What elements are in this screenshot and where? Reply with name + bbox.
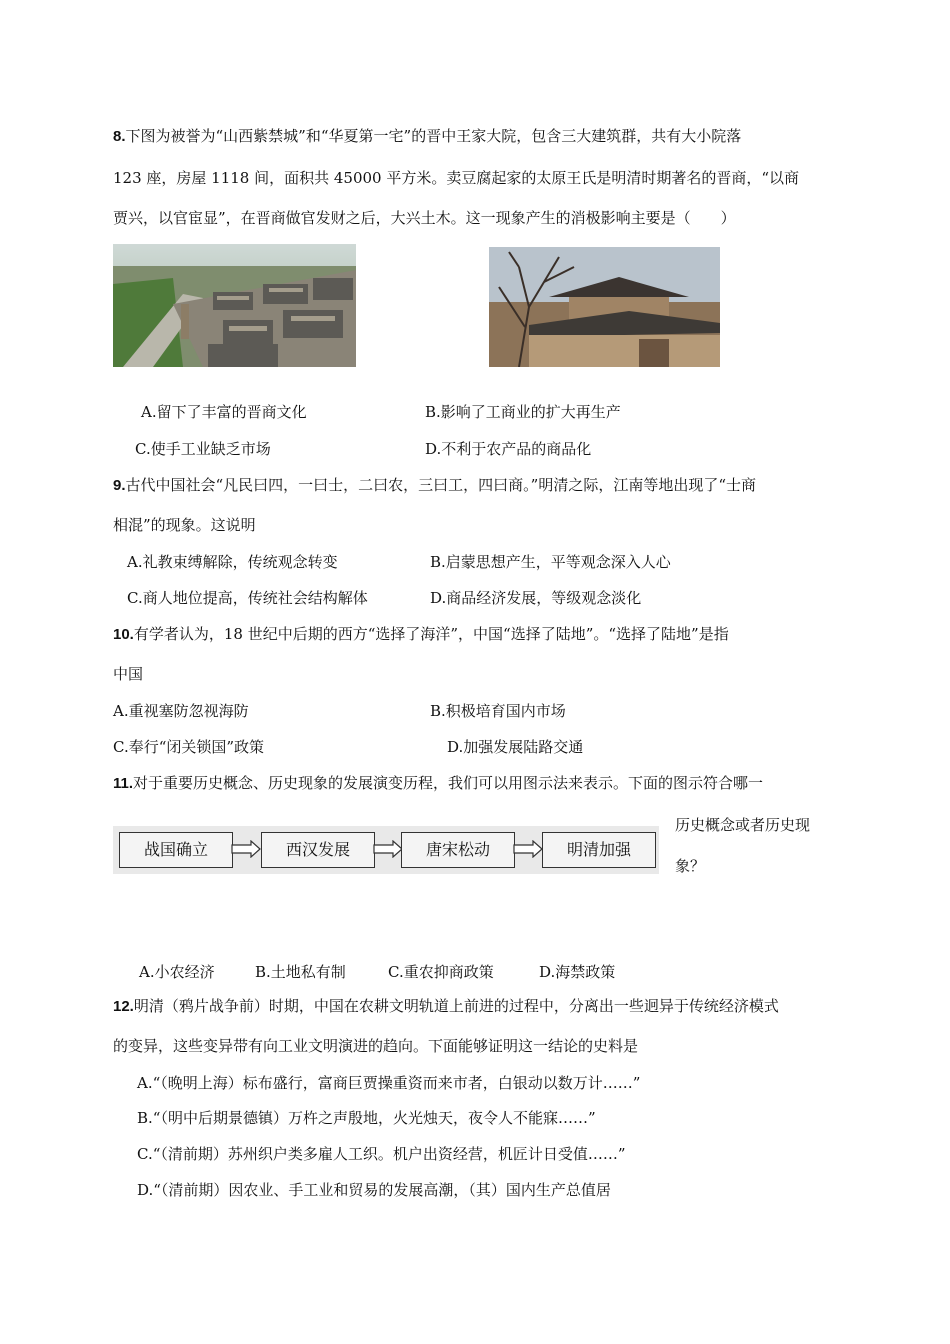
q11-option-c[interactable]: C.重农抑商政策 <box>388 963 494 981</box>
q8-stem-1: 下图为被誉为“山西紫禁城”和“华夏第一宅”的晋中王家大院，包含三大建筑群，共有大小院落 <box>125 127 742 145</box>
q11-option-a[interactable]: A.小农经济 <box>139 963 215 981</box>
q12-line-2: 的变异，这些变异带有向工业文明演进的趋向。下面能够证明这一结论的史料是 <box>113 1037 639 1055</box>
flow-step-1: 战国确立 <box>119 832 233 868</box>
q10-number: 10. <box>113 626 134 643</box>
flow-step-3: 唐宋松动 <box>401 832 515 868</box>
q9-option-c[interactable]: C.商人地位提高，传统社会结构解体 <box>127 589 368 607</box>
q8-line-3: 贾兴，以官宦显”，在晋商做官发财之后，大兴土木。这一现象产生的消极影响主要是（ ） <box>113 209 736 227</box>
arrow-right-icon <box>373 840 403 858</box>
q9-option-a[interactable]: A.礼教束缚解除，传统观念转变 <box>127 553 338 571</box>
q10-option-a[interactable]: A.重视塞防忽视海防 <box>113 702 249 720</box>
q11-side-text-2: 象？ <box>675 857 706 875</box>
q10-option-d[interactable]: D.加强发展陆路交通 <box>447 738 584 756</box>
q8-option-b[interactable]: B.影响了工商业的扩大再生产 <box>425 403 621 421</box>
q12-stem-1: 明清（鸦片战争前）时期，中国在农耕文明轨道上前进的过程中，分离出一些迥异于传统经济模式 <box>133 997 779 1015</box>
q9-option-d[interactable]: D.商品经济发展，等级观念淡化 <box>430 589 642 607</box>
q10-option-c[interactable]: C.奉行“闭关锁国”政策 <box>113 738 265 756</box>
q11-line-1 <box>113 773 763 794</box>
q8-number: 8. <box>113 128 126 145</box>
wang-family-compound-aerial-photo <box>113 244 356 367</box>
q9-line-1 <box>113 475 756 496</box>
q11-option-b[interactable]: B.土地私有制 <box>255 963 346 981</box>
q9-line-2: 相混”的现象。这说明 <box>113 516 256 534</box>
arrow-right-icon <box>513 840 543 858</box>
q11-side-text-1: 历史概念或者历史现 <box>675 816 811 834</box>
q9-stem-1: 古代中国社会“凡民曰四，一曰士，二曰农，三曰工，四曰商。”明清之际，江南等地出现了“士商 <box>125 476 757 494</box>
q12-option-b[interactable]: B.“（明中后期景德镇）万杵之声殷地，火光烛天，夜令人不能寐……” <box>137 1109 596 1127</box>
arrow-right-icon <box>231 840 261 858</box>
q10-line-1 <box>113 624 729 645</box>
q12-line-1 <box>113 996 779 1017</box>
q12-option-d[interactable]: D.“（清前期）因农业、手工业和贸易的发展高潮，（其）国内生产总值居 <box>137 1181 611 1199</box>
q8-line-1 <box>113 126 741 147</box>
flow-step-4: 明清加强 <box>542 832 656 868</box>
q8-line-2: 123 座，房屋 1118 间，面积共 45000 平方米。卖豆腐起家的太原王氏是明清时期著名的晋商，“以商 <box>113 169 800 187</box>
development-flow-diagram <box>113 826 659 874</box>
q8-option-d[interactable]: D.不利于农产品的商品化 <box>425 440 592 458</box>
q8-option-c[interactable]: C.使手工业缺乏市场 <box>135 440 271 458</box>
q11-option-d[interactable]: D.海禁政策 <box>539 963 616 981</box>
q12-option-c[interactable]: C.“（清前期）苏州织户类多雇人工织。机户出资经营，机匠计日受值……” <box>137 1145 626 1163</box>
q10-option-b[interactable]: B.积极培育国内市场 <box>430 702 566 720</box>
wang-family-compound-building-photo <box>489 247 720 367</box>
q12-option-a[interactable]: A.“（晚明上海）标布盛行，富商巨贾操重资而来市者，白银动以数万计……” <box>137 1074 641 1092</box>
q9-option-b[interactable]: B.启蒙思想产生，平等观念深入人心 <box>430 553 671 571</box>
q11-number: 11. <box>113 775 134 792</box>
q12-number: 12. <box>113 998 134 1015</box>
q11-stem-1: 对于重要历史概念、历史现象的发展演变历程，我们可以用图示法来表示。下面的图示符合哪一 <box>133 774 764 792</box>
q10-line-2: 中国 <box>113 665 144 683</box>
q8-option-a[interactable]: A.留下了丰富的晋商文化 <box>141 403 307 421</box>
q9-number: 9. <box>113 477 126 494</box>
flow-step-2: 西汉发展 <box>261 832 375 868</box>
q10-stem-1: 有学者认为，18 世纪中后期的西方“选择了海洋”，中国“选择了陆地”。“选择了陆地”是指 <box>133 625 729 643</box>
